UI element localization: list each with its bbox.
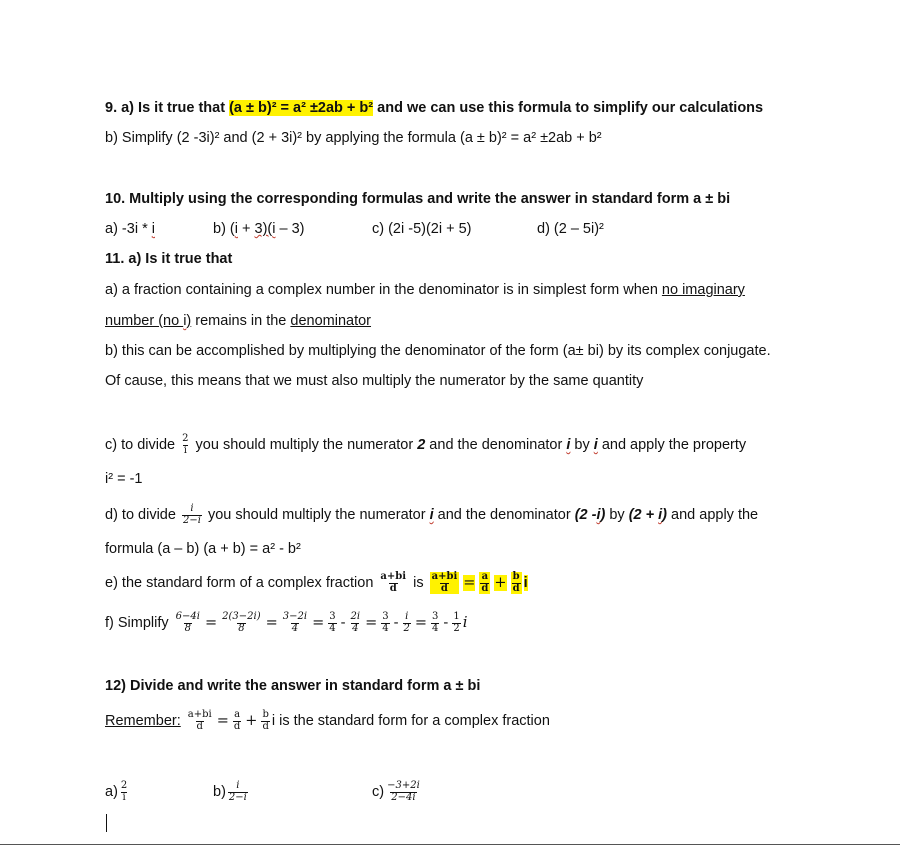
fraction-denominator: 2 (453, 622, 460, 634)
q11-c-two: 2 (417, 437, 426, 453)
fraction-denominator: i (183, 444, 187, 456)
q11-f-minus-3: - (443, 615, 449, 632)
q11-c-pre: c) to divide (105, 437, 180, 453)
q11-c-i2: i (593, 437, 598, 453)
q11-d-mid2: and the denominator (433, 507, 575, 523)
q11-f-equals-2: = (265, 615, 278, 632)
fraction-numerator: 6−4i (175, 611, 200, 623)
q11-a-mid: remains in the (191, 313, 291, 329)
q10-a-text: a) -3i * (105, 221, 152, 237)
q10-a-i: i (151, 221, 155, 237)
fraction-denominator: d (481, 582, 489, 594)
q11-d-by-b: ) (662, 507, 667, 523)
fraction-denominator: d (389, 582, 397, 594)
q11-a-underline: no imaginary (661, 282, 745, 298)
q12-remember-line (105, 708, 550, 734)
fraction-numerator: 3−2i (282, 611, 308, 623)
q11-e-equals: = (463, 575, 476, 592)
q11-f-fraction-1 (175, 612, 201, 634)
q11-f-equals-5: = (414, 615, 428, 632)
fraction-denominator: d (512, 582, 520, 594)
q11-f-fraction-4 (328, 612, 336, 634)
text-cursor[interactable] (106, 814, 107, 832)
q12-remember-plus: + (245, 713, 258, 730)
q11-c-line2: i² = -1 (105, 471, 143, 487)
fraction-denominator: d (233, 720, 241, 732)
q12-b (213, 778, 250, 806)
q10-b-3: 3)( (254, 221, 273, 237)
q11-d-by-i: i (658, 507, 663, 523)
fraction-numerator: a+bi (380, 571, 407, 583)
q11-f-fraction-9 (452, 612, 460, 634)
fraction-denominator: 4 (352, 622, 359, 634)
q11-title: 11. a) Is it true that (105, 251, 233, 267)
q11-f-fraction-8 (431, 612, 439, 634)
fraction-numerator: b (262, 709, 269, 721)
fraction-numerator: −3+2i (387, 780, 420, 792)
q11-d-line2: formula (a – b) (a + b) = a² - b² (105, 541, 301, 557)
q12-c-label: c) (372, 784, 385, 800)
fraction-denominator: 4 (329, 622, 336, 634)
fraction-numerator: a (481, 571, 489, 583)
q11-d-post: and apply the (667, 507, 759, 523)
q11-e-line (105, 570, 528, 596)
q11-e-fraction-4 (511, 572, 522, 594)
fraction-denominator: i (122, 791, 126, 803)
fraction-denominator: 8 (184, 622, 192, 634)
q11-f-fraction-6 (381, 612, 389, 634)
q9-a-prefix: 9. a) Is it true that (105, 100, 230, 116)
q11-f-fraction-3 (282, 612, 308, 634)
q12-c (372, 778, 423, 806)
fraction-denominator: 4 (432, 622, 439, 634)
fraction-denominator: d (440, 582, 448, 594)
q12-title: 12) Divide and write the answer in standard form a ± bi (105, 678, 481, 694)
q11-f-equals-3: = (312, 615, 325, 632)
q11-f-line (105, 608, 468, 637)
fraction-numerator: a+bi (431, 571, 458, 583)
fraction-denominator: 4 (382, 622, 389, 634)
q11-e-fraction-1 (379, 572, 407, 594)
fraction-denominator: 2−i (228, 791, 247, 803)
q11-f-minus-1: - (340, 615, 346, 632)
page-bottom-border (0, 844, 900, 845)
q12-a-fraction (120, 781, 128, 803)
q11-d-mid1: you should multiply the numerator (203, 507, 430, 523)
q11-e-is: is (409, 575, 428, 591)
q10-b-post: – 3) (275, 221, 305, 237)
q11-d-by-a: (2 + (628, 507, 659, 523)
q11-c-i1: i (566, 437, 571, 453)
fraction-denominator: d (262, 720, 269, 732)
q11-f-equals-1: = (204, 615, 218, 632)
q11-f-fraction-5 (350, 612, 362, 634)
fraction-numerator: a+bi (187, 709, 212, 721)
q11-f-pre: f) Simplify (105, 615, 173, 631)
q9-a-formula-highlight: (a ± b)² = a² ±2ab + b² (229, 100, 374, 116)
q12-remember-fraction-2 (233, 710, 241, 732)
q11-c-mid1: you should multiply the numerator (191, 437, 418, 453)
q11-a-line2 (105, 311, 371, 331)
q11-f-minus-2: - (393, 615, 399, 632)
q11-f-fraction-2 (221, 612, 261, 634)
fraction-denominator: 4 (291, 622, 299, 634)
q11-d-den-i: i (596, 507, 601, 523)
q11-c-mid3: by (570, 437, 594, 453)
q11-d-mid3: by (605, 507, 629, 523)
fraction-denominator: 8 (238, 622, 245, 634)
q10-b-i1: i (234, 221, 238, 237)
q11-c-line1 (105, 433, 746, 457)
q9-b-line: b) Simplify (2 -3i)² and (2 + 3i)² by applying the formula (a ± b)² = a² ±2ab + b² (105, 130, 602, 146)
q11-b-line2: Of cause, this means that we must also multiply the numerator by the same quantity (105, 373, 644, 389)
q11-c-fraction (181, 434, 189, 456)
q10-b-pre: b) ( (213, 221, 235, 237)
q9-a-line (105, 98, 763, 118)
q10-title: 10. Multiply using the corresponding formulas and write the answer in standard form a ± bi (105, 191, 731, 207)
q12-b-fraction (228, 781, 248, 803)
q11-a-underline-2b: ) (186, 313, 192, 329)
fraction-numerator: 3 (432, 611, 439, 623)
q12-a-label: a) (105, 784, 118, 800)
q11-d-line1 (105, 503, 758, 527)
q12-remember-equals: = (216, 713, 229, 730)
fraction-numerator: 3 (329, 611, 336, 623)
q10-b (213, 219, 305, 239)
q12-a (105, 778, 130, 806)
q12-remember-fraction-3 (261, 710, 269, 732)
fraction-numerator: b (512, 571, 520, 583)
fraction-numerator: 2i (350, 611, 361, 623)
fraction-denominator: 2 (403, 622, 410, 634)
q11-f-fraction-7 (403, 612, 411, 634)
q12-b-label: b) (213, 784, 226, 800)
q10-a (105, 219, 155, 239)
q10-c: c) (2i -5)(2i + 5) (372, 221, 472, 237)
q11-e-fraction-3 (479, 572, 490, 594)
q11-a-i: i (183, 313, 187, 329)
fraction-numerator: 2 (120, 780, 128, 792)
q11-e-fraction-2 (430, 572, 460, 594)
fraction-denominator: 2−i (182, 514, 201, 526)
fraction-numerator: i (190, 503, 194, 515)
fraction-numerator: i (236, 780, 240, 792)
fraction-denominator: 2−4i (391, 791, 416, 803)
q12-remember-label: Remember: (105, 713, 181, 729)
q11-a-denominator: denominator (290, 313, 372, 329)
q11-a-underline-2: number (no (105, 313, 184, 329)
fraction-denominator: d (196, 720, 203, 732)
q11-d-den-b: ) (600, 507, 606, 523)
q11-e-pre: e) the standard form of a complex fraction (105, 575, 378, 591)
q11-c-mid2: and the denominator (425, 437, 567, 453)
q11-f-equals-4: = (365, 615, 378, 632)
fraction-numerator: 2 (182, 433, 189, 445)
q11-d-den-a: (2 - (574, 507, 597, 523)
q11-d-pre: d) to divide (105, 507, 180, 523)
q12-c-fraction (386, 781, 421, 803)
q11-e-i: i (523, 575, 528, 591)
fraction-numerator: a (234, 709, 241, 721)
q11-f-i: i (462, 613, 468, 631)
q10-b-i2: i (272, 221, 276, 237)
q11-a-line1 (105, 280, 745, 300)
q9-a-suffix: and we can use this formula to simplify our calculations (373, 100, 764, 116)
q10-b-mid: + (237, 221, 255, 237)
fraction-numerator: 3 (382, 611, 389, 623)
fraction-numerator: i (405, 611, 409, 623)
q11-e-plus: + (494, 575, 507, 592)
q11-c-post: and apply the property (597, 437, 747, 453)
q12-remember-text: i is the standard form for a complex fraction (271, 713, 550, 729)
fraction-numerator: 1 (453, 611, 460, 623)
q12-remember-fraction-1 (187, 710, 213, 732)
q11-d-fraction (182, 504, 202, 526)
q11-a-text: a) a fraction containing a complex number in the denominator is in simplest form when (105, 282, 662, 298)
q11-d-i: i (429, 507, 434, 523)
fraction-numerator: 2(3−2i) (222, 611, 261, 623)
q10-d: d) (2 – 5i)² (537, 221, 604, 237)
q11-b-line1: b) this can be accomplished by multiplying the denominator of the form (a± bi) by its complex conjugate. (105, 343, 771, 359)
